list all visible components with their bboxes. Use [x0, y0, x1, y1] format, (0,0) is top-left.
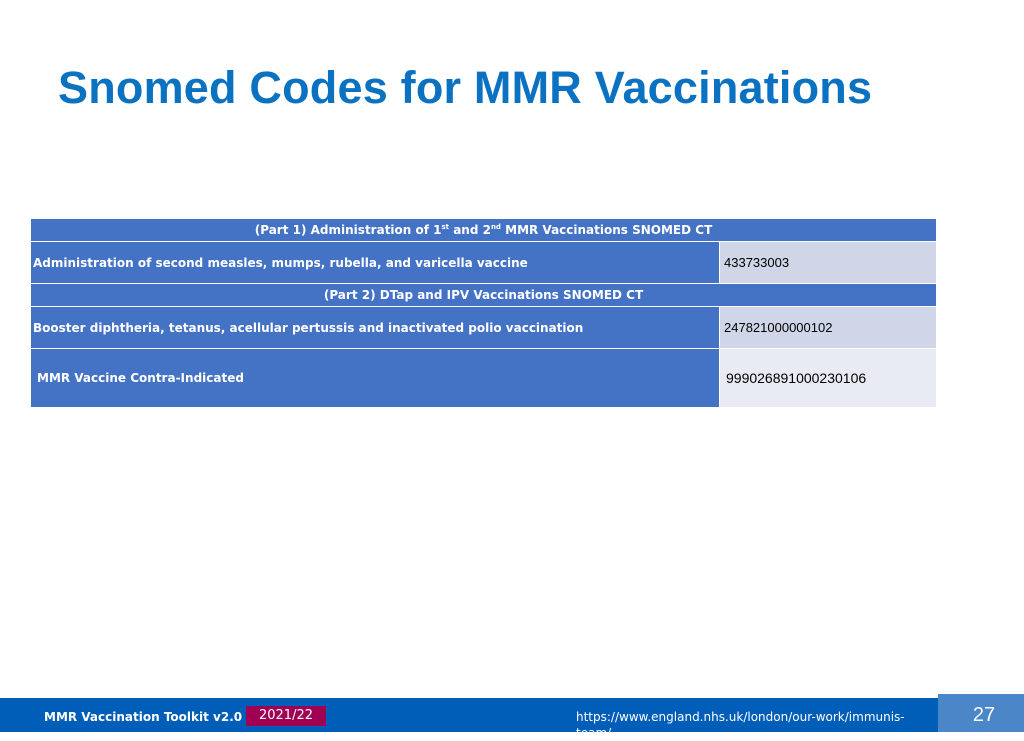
- table-section-header-part1: [31, 219, 937, 242]
- part2-header-cell: (Part 2) DTap and IPV Vaccinations SNOMED CT: [31, 284, 937, 307]
- table-row: [31, 349, 937, 408]
- footer-toolkit-name: MMR Vaccination Toolkit v2.0: [44, 710, 243, 724]
- footer-year-badge: 2021/22: [246, 706, 326, 726]
- part1-header-sup-nd: nd: [490, 223, 501, 231]
- part1-header-cell: [31, 219, 937, 242]
- row-label: MMR Vaccine Contra-Indicated: [31, 349, 720, 408]
- page-number-box: [938, 694, 1024, 732]
- row-code: 999026891000230106: [720, 349, 937, 408]
- footer-bar: [0, 698, 938, 740]
- snomed-codes-table: [30, 218, 937, 408]
- row-label: Administration of second measles, mumps, rubella, and varicella vaccine: [31, 242, 720, 284]
- part1-header-suffix: MMR Vaccinations SNOMED CT: [500, 223, 713, 237]
- table-row: [31, 307, 937, 349]
- table-section-header-part2: [31, 284, 937, 307]
- footer-url-link[interactable]: https://www.england.nhs.uk/london/our-work/immunis-team/: [576, 710, 905, 740]
- part1-header-sup-st: st: [441, 223, 450, 231]
- page-number: 27: [972, 704, 996, 726]
- row-code: 433733003: [720, 242, 937, 284]
- part1-header-mid: and 2: [449, 223, 491, 237]
- slide-title: Snomed Codes for MMR Vaccinations: [58, 62, 873, 113]
- table-row: [31, 242, 937, 284]
- part1-header-prefix: (Part 1) Administration of 1: [254, 223, 442, 237]
- row-label: Booster diphtheria, tetanus, acellular pertussis and inactivated polio vaccination: [31, 307, 720, 349]
- row-code: 247821000000102: [720, 307, 937, 349]
